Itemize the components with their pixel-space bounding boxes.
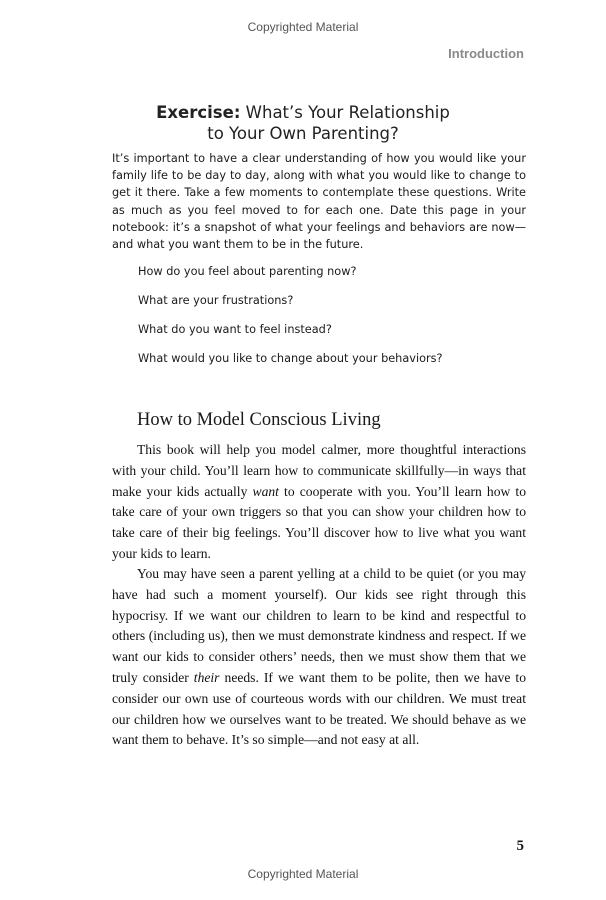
p1-text-a: This book will help you model calmer, more thoughtful interactions with your child. You’ll learn how to communicate skillfully—in ways that make your kids actually — [112, 442, 526, 499]
question-3: What do you want to feel instead? — [138, 323, 332, 336]
section-heading: How to Model Conscious Living — [137, 410, 381, 430]
p1-text-b: to cooperate with you. You’ll learn how to take care of your own triggers so that you can show your children how to take care of their big feelings. You’ll discover how to live what you want your kids to learn. — [112, 483, 526, 561]
exercise-title — [0, 102, 606, 144]
question-4: What would you like to change about your behaviors? — [138, 352, 443, 365]
exercise-title-line1: What’s Your Relationship — [245, 103, 450, 122]
p2-emphasis: their — [193, 669, 220, 685]
question-2: What are your frustrations? — [138, 294, 294, 307]
question-1: How do you feel about parenting now? — [138, 265, 357, 278]
body-paragraph-1 — [112, 440, 526, 565]
exercise-title-line2: to Your Own Parenting? — [207, 124, 399, 143]
copyright-watermark-bottom: Copyrighted Material — [247, 867, 359, 881]
exercise-label: Exercise: — [156, 103, 241, 122]
copyright-watermark-top: Copyrighted Material — [247, 20, 359, 34]
running-head: Introduction — [448, 46, 524, 61]
page-number: 5 — [516, 838, 524, 854]
body-paragraph-2 — [112, 564, 526, 751]
p2-text-b: needs. If we want them to be polite, then we have to consider our own use of courteous words with our children. We must treat our children how we ourselves want to be treated. We should behave as we want them to behave. It’s so simple—and not easy at all. — [112, 669, 526, 748]
p2-text-a: You may have seen a parent yelling at a child to be quiet (or you may have had such a moment yourself). Our kids see right through this hypocrisy. If we want our children to learn to be kind and respectful to others (including us), then we must demonstrate kindness and respect. If we want our kids to consider others’ needs, then we must show them that we truly consider — [112, 566, 526, 685]
exercise-intro: It’s important to have a clear understanding of how you would like your family life to be day to day, along with what you would like to change to get it there. Take a few moments to contemplate these questions. Write as much as you feel moved to for each one. Date this page in your notebook: it’s a snapshot of what your feelings and behaviors are now—and what you want them to be in the future. — [112, 152, 526, 252]
p1-emphasis: want — [252, 483, 279, 499]
